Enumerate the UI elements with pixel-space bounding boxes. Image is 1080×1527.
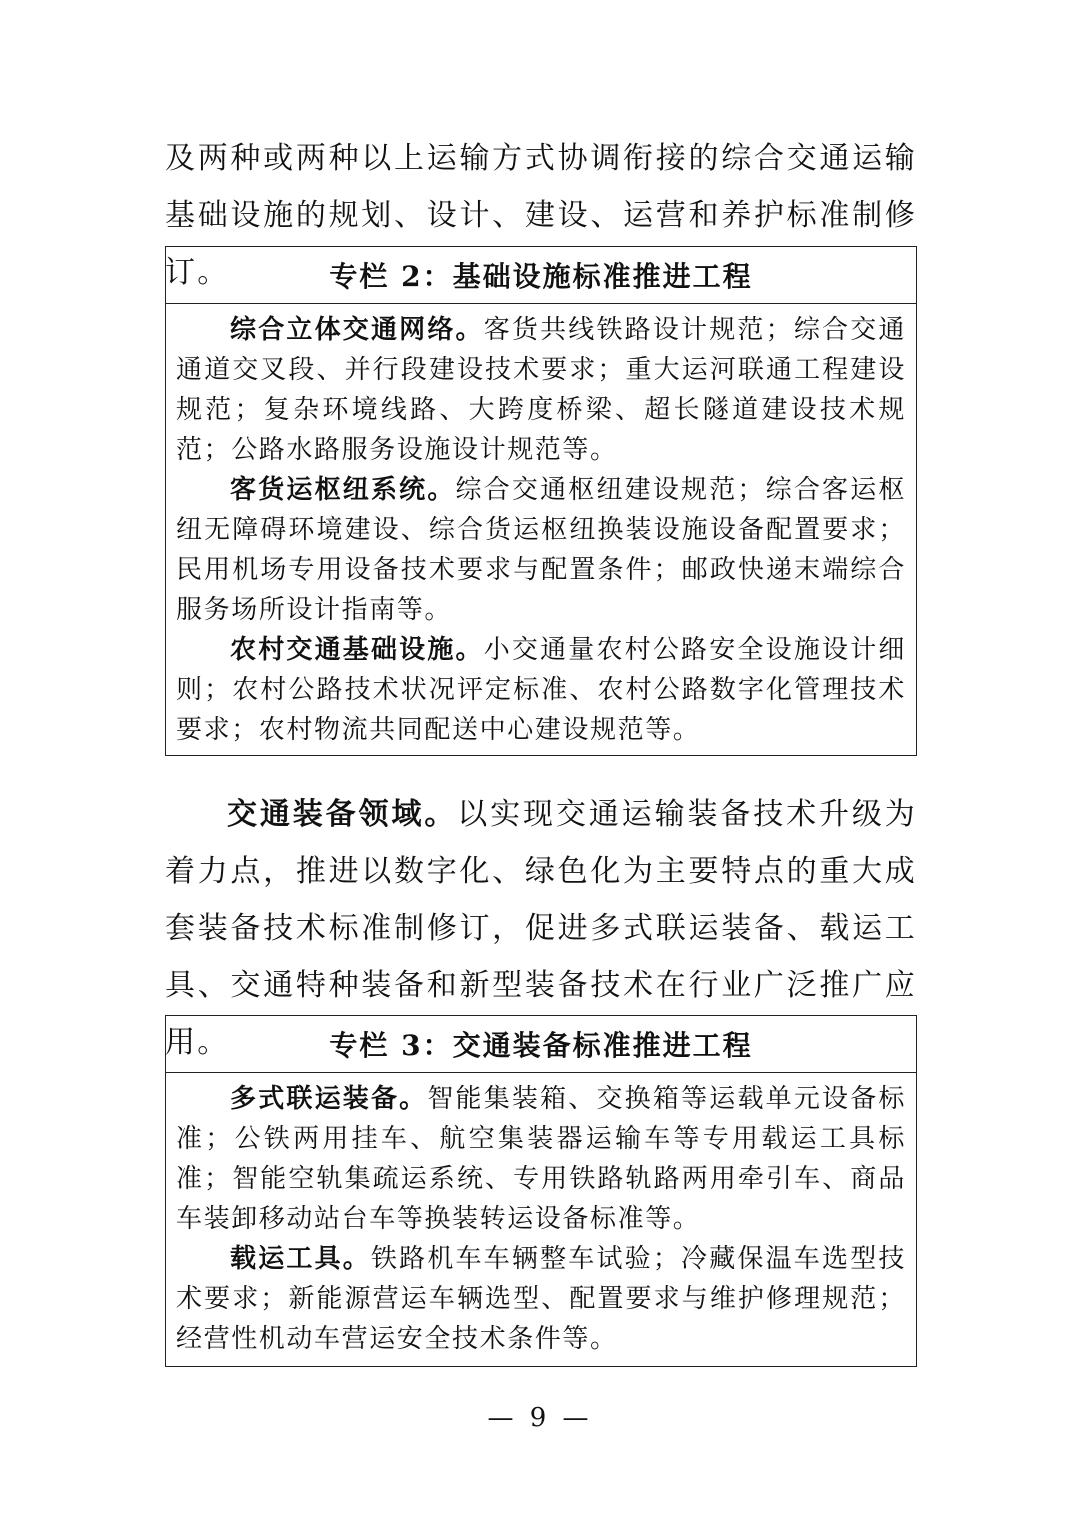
item-text: 综合交通枢纽建设规范；综合客运枢纽无障碍环境建设、综合货运枢纽换装设施设备配置要求；民用机场专用设备技术要求与配置条件；邮政快递末端综合服务场所设计指南等。 xyxy=(176,475,906,625)
equipment-lead: 交通装备领域。 xyxy=(227,797,458,832)
page-number: — 9 — xyxy=(487,1403,593,1433)
column-3-item xyxy=(176,1079,906,1239)
item-text: 智能集装箱、交换箱等运载单元设备标准；公铁两用挂车、航空集装器运输车等专用载运工具标准；智能空轨集疏运系统、专用铁路轨路两用牵引车、商品车装卸移动站台车等换装转运设备标准等。 xyxy=(176,1084,907,1234)
column-2-item xyxy=(176,310,906,470)
item-text: 小交通量农村公路安全设施设计细则；农村公路技术状况评定标准、农村公路数字化管理技术要求；农村物流共同配送中心建设规范等。 xyxy=(176,635,906,745)
item-lead: 载运工具。 xyxy=(230,1244,371,1274)
equipment-text: 以实现交通运输装备技术升级为着力点，推进以数字化、绿色化为主要特点的重大成套装备技术标准制修订，促进多式联运装备、载运工具、交通特种装备和新型装备技术在行业广泛推广应用。 xyxy=(165,797,917,1060)
item-text: 铁路机车车辆整车试验；冷藏保温车选型技术要求；新能源营运车辆选型、配置要求与维护修理规范；经营性机动车营运安全技术条件等。 xyxy=(176,1244,906,1354)
item-lead: 多式联运装备。 xyxy=(230,1084,428,1114)
column-3-item xyxy=(176,1239,906,1359)
column-2-title: 专栏 2：基础设施标准推进工程 xyxy=(166,247,916,304)
column-2-item xyxy=(176,470,906,630)
item-lead: 农村交通基础设施。 xyxy=(230,635,484,665)
column-2-item xyxy=(176,630,906,750)
column-2-box xyxy=(165,246,917,756)
column-3-box xyxy=(165,1015,917,1367)
item-lead: 综合立体交通网络。 xyxy=(230,315,484,345)
item-text: 客货共线铁路设计规范；综合交通通道交叉段、并行段建设技术要求；重大运河联通工程建设规范；复杂环境线路、大跨度桥梁、超长隧道建设技术规范；公路水路服务设施设计规范等。 xyxy=(176,315,906,465)
column-3-title: 专栏 3：交通装备标准推进工程 xyxy=(166,1016,916,1073)
intro-paragraph: 及两种或两种以上运输方式协调衔接的综合交通运输基础设施的规划、设计、建设、运营和养护标准制修订。 xyxy=(165,141,917,290)
item-lead: 客货运枢纽系统。 xyxy=(230,475,456,505)
